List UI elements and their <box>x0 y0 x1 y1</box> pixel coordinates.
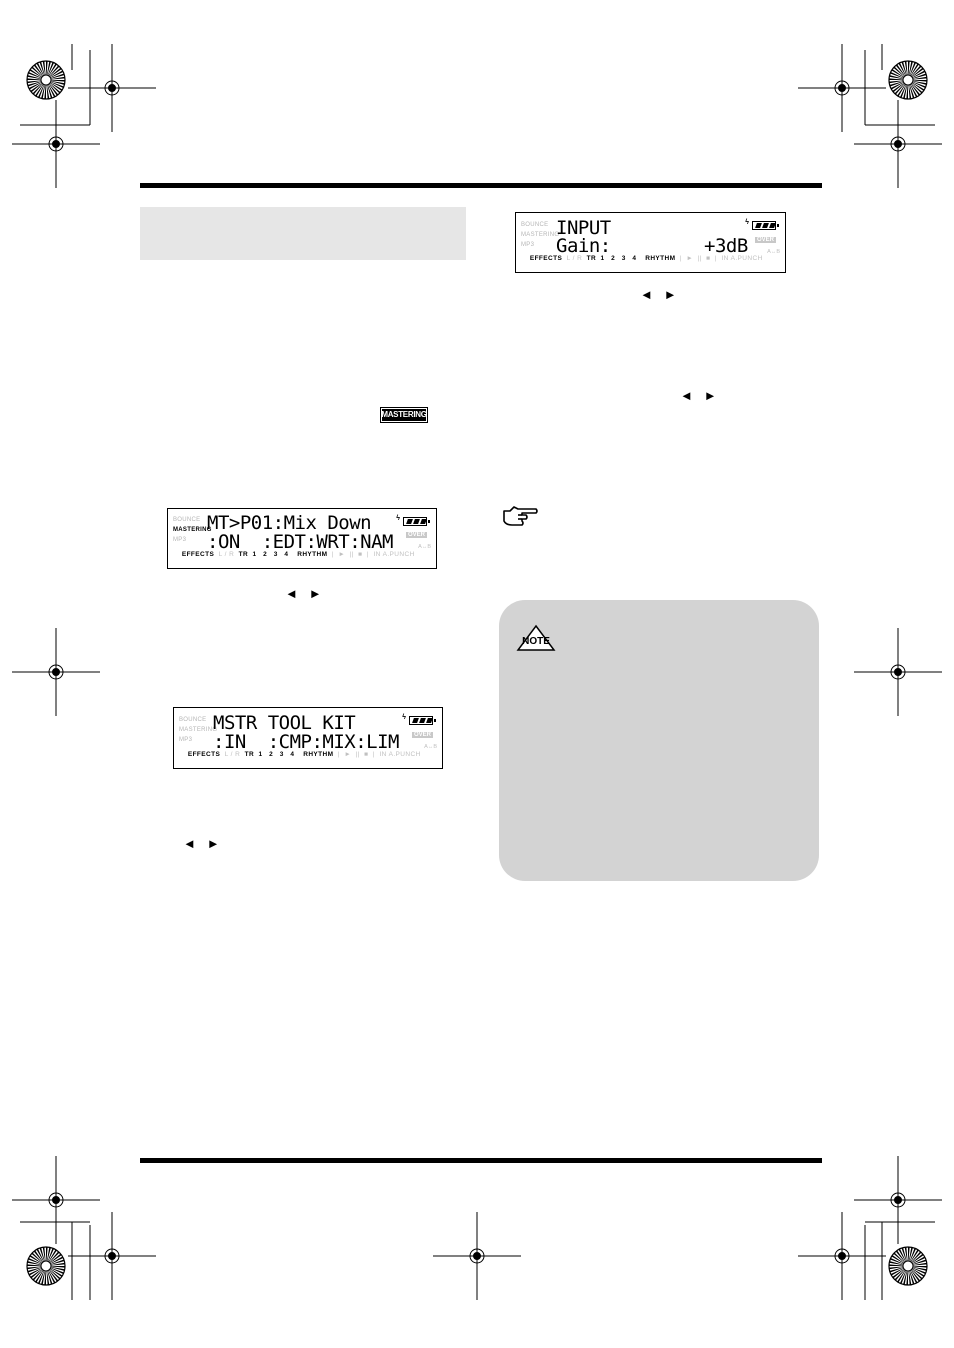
battery-icon <box>403 517 427 526</box>
lcd-row-1: MT>P01:Mix Down <box>207 512 372 534</box>
cursor-arrows-3: ◄ ► <box>640 287 677 302</box>
registration-mark-icon <box>854 100 942 188</box>
lcd-status-bar: EFFECTS L / R TR 1 2 3 4 RHYTHM | ► || ■ | IN A.PUNCH <box>529 255 763 262</box>
cursor-arrows-2: ◄ ► <box>183 836 220 851</box>
section-heading-box <box>140 207 466 260</box>
ab-indicator: A↔B <box>418 544 431 550</box>
registration-mark-icon <box>12 628 100 716</box>
lcd-side-labels: BOUNCE MASTERING MP3 <box>179 717 218 743</box>
lcd-row-1: INPUT <box>556 217 611 239</box>
registration-mark-icon <box>798 44 886 132</box>
battery-icon <box>409 716 433 725</box>
lcd-status-bar: EFFECTS L / R TR 1 2 3 4 RHYTHM | ► || ■ | IN A.PUNCH <box>187 751 421 758</box>
registration-mark-icon <box>798 1212 886 1300</box>
lcd-row-2-label: Gain: <box>556 235 611 257</box>
lcd-mix-down <box>167 508 437 569</box>
starburst-mark-icon <box>889 1247 927 1285</box>
over-indicator: OVER <box>756 237 774 243</box>
cursor-arrows-1: ◄ ► <box>285 586 322 601</box>
starburst-mark-icon <box>27 61 65 99</box>
registration-mark-icon <box>12 1156 100 1244</box>
registration-mark-icon <box>68 44 156 132</box>
over-indicator: OVER <box>407 532 425 538</box>
power-plug-icon: ϟ <box>745 219 749 226</box>
pointing-hand-icon <box>502 504 538 526</box>
lcd-side-labels: BOUNCE MASTERING MP3 <box>521 222 560 248</box>
registration-mark-icon <box>433 1212 521 1300</box>
lcd-tool-kit <box>173 707 443 769</box>
note-icon-label: NOTE <box>522 636 550 647</box>
lcd-status-bar: EFFECTS L / R TR 1 2 3 4 RHYTHM | ► || ■ | IN A.PUNCH <box>181 551 415 558</box>
lcd-row-1: MSTR TOOL KIT <box>213 712 356 734</box>
battery-icon <box>752 221 776 230</box>
over-indicator: OVER <box>413 732 431 738</box>
power-plug-icon: ϟ <box>396 515 400 522</box>
starburst-mark-icon <box>27 1247 65 1285</box>
starburst-mark-icon <box>889 61 927 99</box>
registration-mark-icon <box>854 1156 942 1244</box>
ab-indicator: A↔B <box>767 249 780 255</box>
power-plug-icon: ϟ <box>402 714 406 721</box>
registration-mark-icon <box>854 628 942 716</box>
lcd-row-2: :ON :EDT:WRT:NAM <box>207 531 393 553</box>
lcd-row-2: :IN :CMP:MIX:LIM <box>213 731 399 753</box>
mastering-button-icon: MASTERING <box>380 407 428 423</box>
note-icon <box>516 624 556 652</box>
registration-mark-icon <box>68 1212 156 1300</box>
lcd-input-gain <box>515 212 786 273</box>
lcd-side-labels: BOUNCE MASTERING MP3 <box>173 517 212 543</box>
registration-mark-icon <box>12 100 100 188</box>
cursor-arrows-4: ◄ ► <box>680 388 717 403</box>
ab-indicator: A↔B <box>424 744 437 750</box>
lcd-row-2-value: +3dB <box>704 235 748 257</box>
